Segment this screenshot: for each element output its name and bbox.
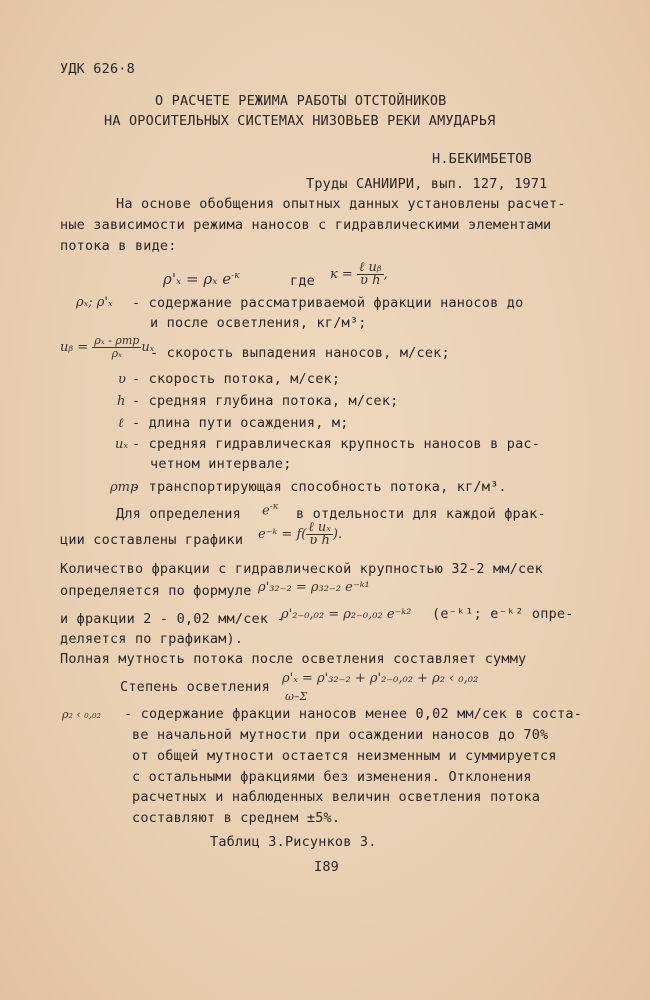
graphs-formula-2-den: υ h: [309, 533, 330, 548]
fine-fraction-symbol: ρ₂ ‹ ₀,₀₂: [62, 708, 101, 721]
fine-line-3: от общей мутности остается неизменным и суммируется: [132, 748, 557, 764]
author: Н.БЕКИМБЕТОВ: [432, 151, 532, 167]
fraction-formula-3: ρ'₂₋₀,₀₂ = ρ₂₋₀,₀₂ e⁻ᵏ²: [281, 607, 412, 622]
graphs-formula-2-close: ).: [332, 527, 343, 542]
fraction-line-3-tail: (e⁻ᵏ¹; e⁻ᵏ² опре-: [432, 606, 574, 622]
intro-line-1: На основе обобщения опытных данных установлены расчет-: [116, 196, 566, 212]
def-text-3: - скорость потока, м/сек;: [132, 371, 341, 387]
graphs-formula-2-num: ℓ uₓ: [308, 520, 331, 535]
intro-line-3: потока в виде:: [60, 238, 177, 254]
k-formula-lhs: к =: [330, 267, 353, 282]
intro-line-2: ные зависимости режима наносов с гидравлическими элементами: [60, 217, 552, 233]
def-symbol-h: h: [117, 394, 126, 409]
graphs-formula-1-exp: -к: [269, 502, 279, 512]
def-text-2: - скорость выпадения наносов, м/сек;: [150, 345, 450, 361]
def-text-4: - средняя глубина потока, м/сек;: [132, 393, 399, 409]
fraction-line-4: деляется по графикам).: [60, 631, 244, 647]
def-symbol-l: ℓ: [118, 416, 124, 431]
graphs-formula-2-lhs: e⁻ᵏ = f(: [258, 527, 307, 542]
total-line-2: Степень осветления: [120, 679, 270, 695]
def-text-5: - длина пути осаждения, м;: [132, 415, 349, 431]
fine-line-4: с остальными фракциями без изменения. Отклонения: [132, 769, 532, 785]
title-line-1: О РАСЧЕТЕ РЕЖИМА РАБОТЫ ОТСТОЙНИКОВ: [155, 93, 447, 109]
def-text-6: - средняя гидравлическая крупность наносов в рас-: [132, 436, 541, 452]
main-formula: [163, 270, 240, 288]
graphs-line-1-tail: в отдельности для каждой фрак-: [296, 506, 546, 522]
graphs-line-2: ции составлены графики: [60, 532, 244, 548]
fraction-formula-2: ρ'₃₂₋₂ = ρ₃₂₋₂ e⁻ᵏ¹: [258, 580, 370, 595]
def-text-1: и после осветления, кг/м³;: [150, 315, 367, 331]
def-text-0: - содержание рассматриваемой фракции наносов до: [132, 295, 524, 311]
total-formula: ρ'ₓ = ρ'₃₂₋₂ + ρ'₂₋₀,₀₂ + ρ₂ ‹ ₀,₀₂: [282, 671, 479, 686]
def-symbol-u: uᵦ =: [60, 340, 89, 355]
u-formula-num: ρₓ - ρтр: [94, 334, 140, 347]
fraction-line-2: определяется по формуле: [60, 583, 252, 599]
fraction-line-3: и фракции 2 - 0,02 мм/сек -: [60, 611, 285, 627]
def-symbol-rho-tr: ρтр: [110, 480, 139, 495]
def-text-8: - транспортирующая способность потока, кг/м³.: [132, 479, 507, 495]
u-formula-tail: uₓ: [141, 340, 155, 355]
def-symbol-ux: uₓ: [115, 437, 128, 452]
main-formula-lhs: ρ'ₓ = ρₓ e: [163, 270, 232, 288]
fine-line-5: расчетных и наблюденных величин осветления потока: [132, 789, 541, 805]
def-symbol-u-formula: [60, 335, 154, 360]
main-formula-exp: -к: [231, 271, 240, 281]
graphs-formula-2: [258, 522, 342, 547]
fraction-line-1: Количество фракции с гидравлической крупностью 32-2 мм/сек: [60, 561, 544, 577]
tables-figures-count: Таблиц 3.Рисунков 3.: [210, 834, 377, 850]
graphs-formula-1: [262, 502, 278, 518]
page-number: I89: [314, 859, 339, 875]
k-formula-num: ℓ uᵦ: [358, 260, 382, 275]
k-formula-den: υ h: [360, 273, 381, 288]
total-formula-2: ω–Σ: [285, 690, 308, 703]
fine-line-2: ве начальной мутности при осаждении наносов до 70%: [132, 727, 549, 743]
graphs-formula-1-base: e: [262, 503, 270, 519]
def-symbol-v: υ: [118, 372, 126, 387]
udc-code: УДК 626·8: [60, 61, 135, 77]
def-symbol-rho: ρₓ; ρ'ₓ: [76, 295, 113, 310]
total-line-1: Полная мутность потока после осветления составляет сумму: [60, 651, 527, 667]
fine-line-1: - содержание фракции наносов менее 0,02 мм/сек в соста-: [124, 706, 583, 722]
where-word: где: [290, 273, 315, 289]
def-text-7: четном интервале;: [150, 456, 292, 472]
k-formula-tail: ,: [383, 267, 388, 282]
k-formula: [330, 262, 388, 287]
fine-line-6: составляют в среднем ±5%.: [132, 810, 341, 826]
title-line-2: НА ОРОСИТЕЛЬНЫХ СИСТЕМАХ НИЗОВЬЕВ РЕКИ АМУДАРЬЯ: [104, 113, 496, 129]
u-formula-den: ρₓ: [111, 347, 122, 360]
graphs-line-1: Для определения: [116, 506, 241, 522]
source-citation: Труды САНИИРИ, вып. 127, 1971: [306, 176, 548, 192]
